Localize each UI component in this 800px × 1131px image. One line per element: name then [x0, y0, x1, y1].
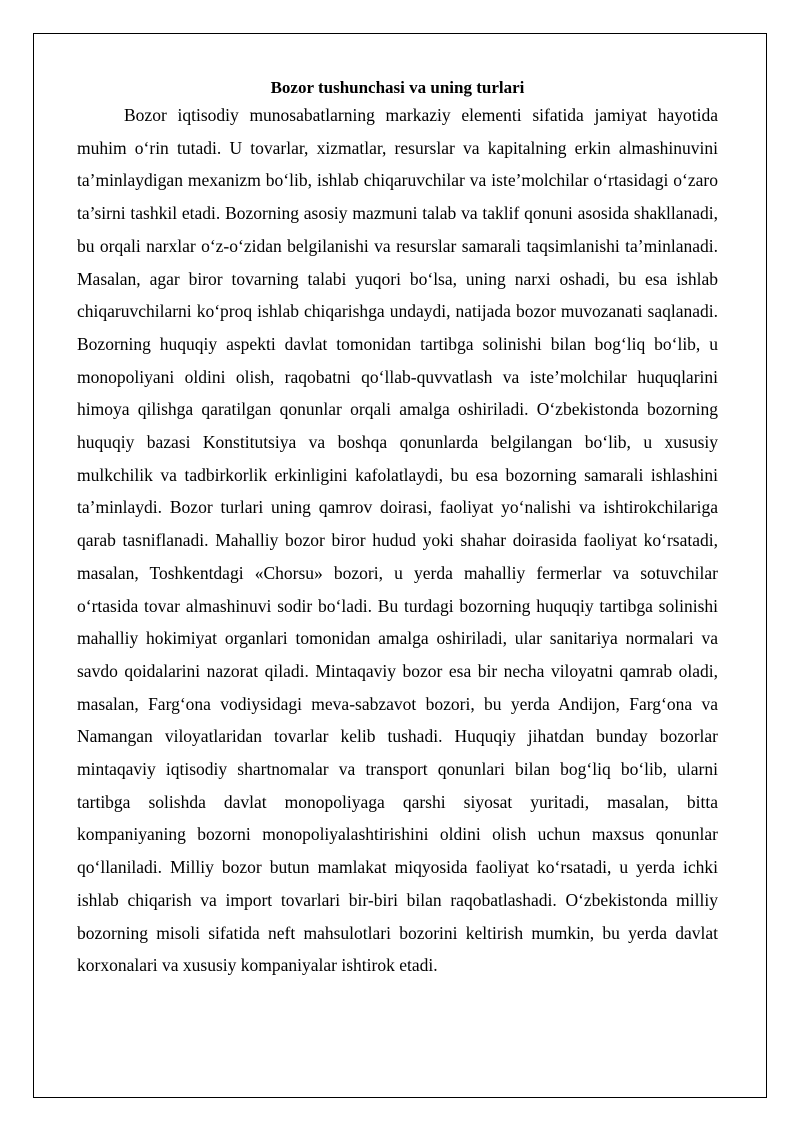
- body-paragraph: Bozor iqtisodiy munosabatlarning markaziy elementi sifatida jamiyat hayotida muhim o‘rin tutadi. U tovarlar, xizmatlar, resurslar va kapitalning erkin almashinuvini ta’minlaydigan mexanizm bo‘lib, ishlab chiqaruvchilar va iste’molchilar o‘rtasidagi o‘zaro ta’sirni tashkil etadi. Bozorning asosiy mazmuni talab va taklif qonuni asosida shakllanadi, bu orqali narxlar o‘z-o‘zidan belgilanishi va resurslar samarali taqsimlanishi ta’minlanadi. Masalan, agar biror tovarning talabi yuqori bo‘lsa, uning narxi oshadi, bu esa ishlab chiqaruvchilarni ko‘proq ishlab chiqarishga undaydi, natijada bozor muvozanati saqlanadi. Bozorning huquqiy aspekti davlat tomonidan tartibga solinishi bilan bog‘liq bo‘lib, u monopoliyani oldini olish, raqobatni qo‘llab-quvvatlash va iste’molchilar huquqlarini himoya qilishga qaratilgan qonunlar orqali amalga oshiriladi. O‘zbekistonda bozorning huquqiy bazasi Konstitutsiya va boshqa qonunlarda belgilangan bo‘lib, u xususiy mulkchilik va tadbirkorlik erkinligini kafolatlaydi, bu esa bozorning samarali ishlashini ta’minlaydi. Bozor turlari uning qamrov doirasi, faoliyat yo‘nalishi va ishtirokchilariga qarab tasniflanadi. Mahalliy bozor biror hudud yoki shahar doirasida faoliyat ko‘rsatadi, masalan, Toshkentdagi «Chorsu» bozori, u yerda mahalliy fermerlar va sotuvchilar o‘rtasida tovar almashinuvi sodir bo‘ladi. Bu turdagi bozorning huquqiy tartibga solinishi mahalliy hokimiyat organlari tomonidan amalga oshiriladi, ular sanitariya normalari va savdo qoidalarini nazorat qiladi. Mintaqaviy bozor esa bir necha viloyatni qamrab oladi, masalan, Farg‘ona vodiysidagi meva-sabzavot bozori, bu yerda Andijon, Farg‘ona va Namangan viloyatlaridan tovarlar kelib tushadi. Huquqiy jihatdan bunday bozorlar mintaqaviy iqtisodiy shartnomalar va transport qonunlari bilan bog‘liq bo‘lib, ularni tartibga solishda davlat monopoliyaga qarshi siyosat yuritadi, masalan, bitta kompaniyaning bozorni monopoliyalashtirishini oldini olish uchun maxsus qonunlar qo‘llaniladi. Milliy bozor butun mamlakat miqyosida faoliyat ko‘rsatadi, u yerda ichki ishlab chiqarish va import tovarlari bir-biri bilan raqobatlashadi. O‘zbekistonda milliy bozorning misoli sifatida neft mahsulotlari bozorini keltirish mumkin, bu yerda davlat korxonalari va xususiy kompaniyalar ishtirok etadi.: [77, 105, 718, 976]
- document-body: [77, 77, 718, 982]
- document-title: Bozor tushunchasi va uning turlari: [270, 78, 525, 97]
